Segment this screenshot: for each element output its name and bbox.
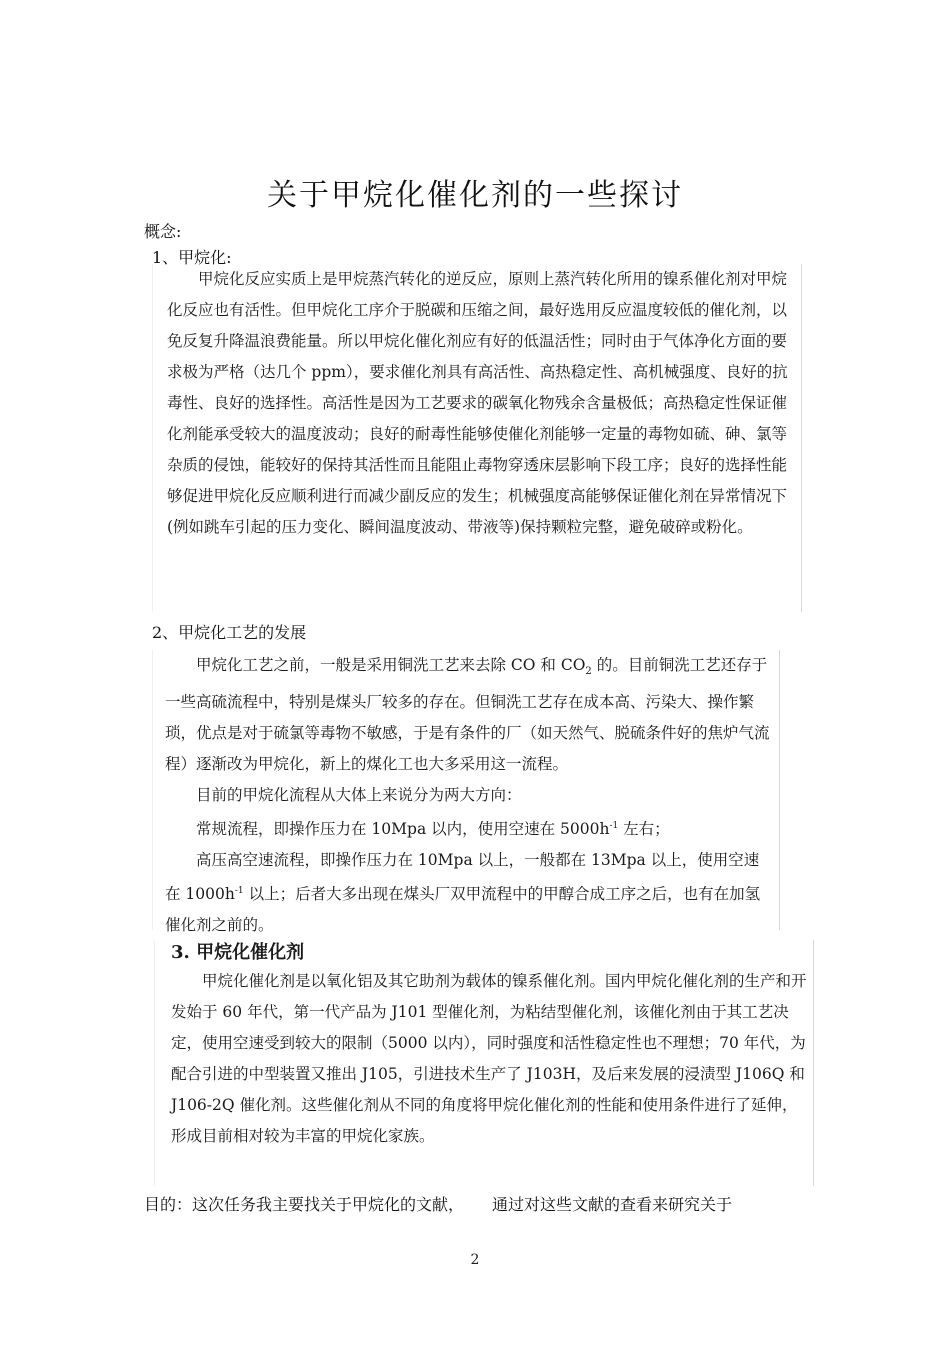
section1-heading: 1、甲烷化: xyxy=(152,248,232,267)
section2-paragraph-4: 高压高空速流程，即操作压力在 10Mpa 以上，一般都在 13Mpa 以上，使用空速在 $1000h^{-1}$ 以上；后者大多出现在煤头厂双甲流程中的甲醇合成工序之后，也有在加氢催化剂之前的。 xyxy=(165,851,761,935)
section3-excerpt xyxy=(154,940,814,1186)
section3-heading: 3. 甲烷化催化剂 xyxy=(171,942,305,963)
section1-excerpt xyxy=(152,264,802,612)
section3-paragraph: 甲烷化催化剂是以氧化铝及其它助剂为载体的镍系催化剂。国内甲烷化催化剂的生产和开发始于 60 年代，第一代产品为 J101 型催化剂，为粘结型催化剂，该催化剂由于其工艺决定，使用空速受到较大的限制（5000 以内），同时强度和活性稳定性也不理想；70 年代，为配合引进的中型装置又推出 J105，引进技术生产了 J103H，及后来发展的浸渍型 J106Q 和 J106-2Q 催化剂。这些催化剂从不同的角度将甲烷化催化剂的性能和使用条件进行了延伸，形成目前相对较为丰富的甲烷化家族。 xyxy=(171,972,807,1145)
section2-paragraph-2: 目前的甲烷化流程从大体上来说分为两大方向： xyxy=(196,786,522,805)
section2-paragraph-3: 常规流程，即操作压力在 10Mpa 以内，使用空速在 $5000h^{-1}$ 左右； xyxy=(196,820,670,839)
section2-paragraph-1: 甲烷化工艺之前，一般是采用铜洗工艺来去除 CO 和 $CO_2$ 的。目前铜洗工艺还存于一些高硫流程中，特别是煤头厂较多的存在。但铜洗工艺存在成本高、污染大、操作繁琐，优点是对于硫氯等毒物不敏感，于是有条件的厂（如天然气、脱硫条件好的焦炉气流程）逐渐改为甲烷化，新上的煤化工也大多采用这一流程。 xyxy=(165,656,770,774)
purpose-line: 目的：这次任务我主要找关于甲烷化的文献， 通过对这些文献的查看来研究关于 xyxy=(144,1195,733,1214)
page-number: 2 xyxy=(470,1252,480,1268)
section2-excerpt xyxy=(152,650,780,935)
section2-heading: 2、甲烷化工艺的发展 xyxy=(152,623,307,642)
section1-paragraph: 甲烷化反应实质上是甲烷蒸汽转化的逆反应，原则上蒸汽转化所用的镍系催化剂对甲烷化反应也有活性。但甲烷化工序介于脱碳和压缩之间，最好选用反应温度较低的催化剂，以免反复升降温浪费能量。所以甲烷化催化剂应有好的低温活性；同时由于气体净化方面的要求极为严格（达几个 ppm），要求催化剂具有高活性、高热稳定性、高机械强度、良好的抗毒性、良好的选择性。高活性是因为工艺要求的碳氧化物残余含量极低；高热稳定性保证催化剂能承受较大的温度波动；良好的耐毒性能够使催化剂能够一定量的毒物如硫、砷、氯等杂质的侵蚀，能较好的保持其活性而且能阻止毒物穿透床层影响下段工序；良好的选择性能够促进甲烷化反应顺利进行而减少副反应的发生；机械强度高能够保证催化剂在异常情况下(例如跳车引起的压力变化、瞬间温度波动、带液等)保持颗粒完整，避免破碎或粉化。 xyxy=(167,270,788,536)
page-title: 关于甲烷化催化剂的一些探讨 xyxy=(267,178,683,213)
concept-label: 概念: xyxy=(144,222,182,241)
